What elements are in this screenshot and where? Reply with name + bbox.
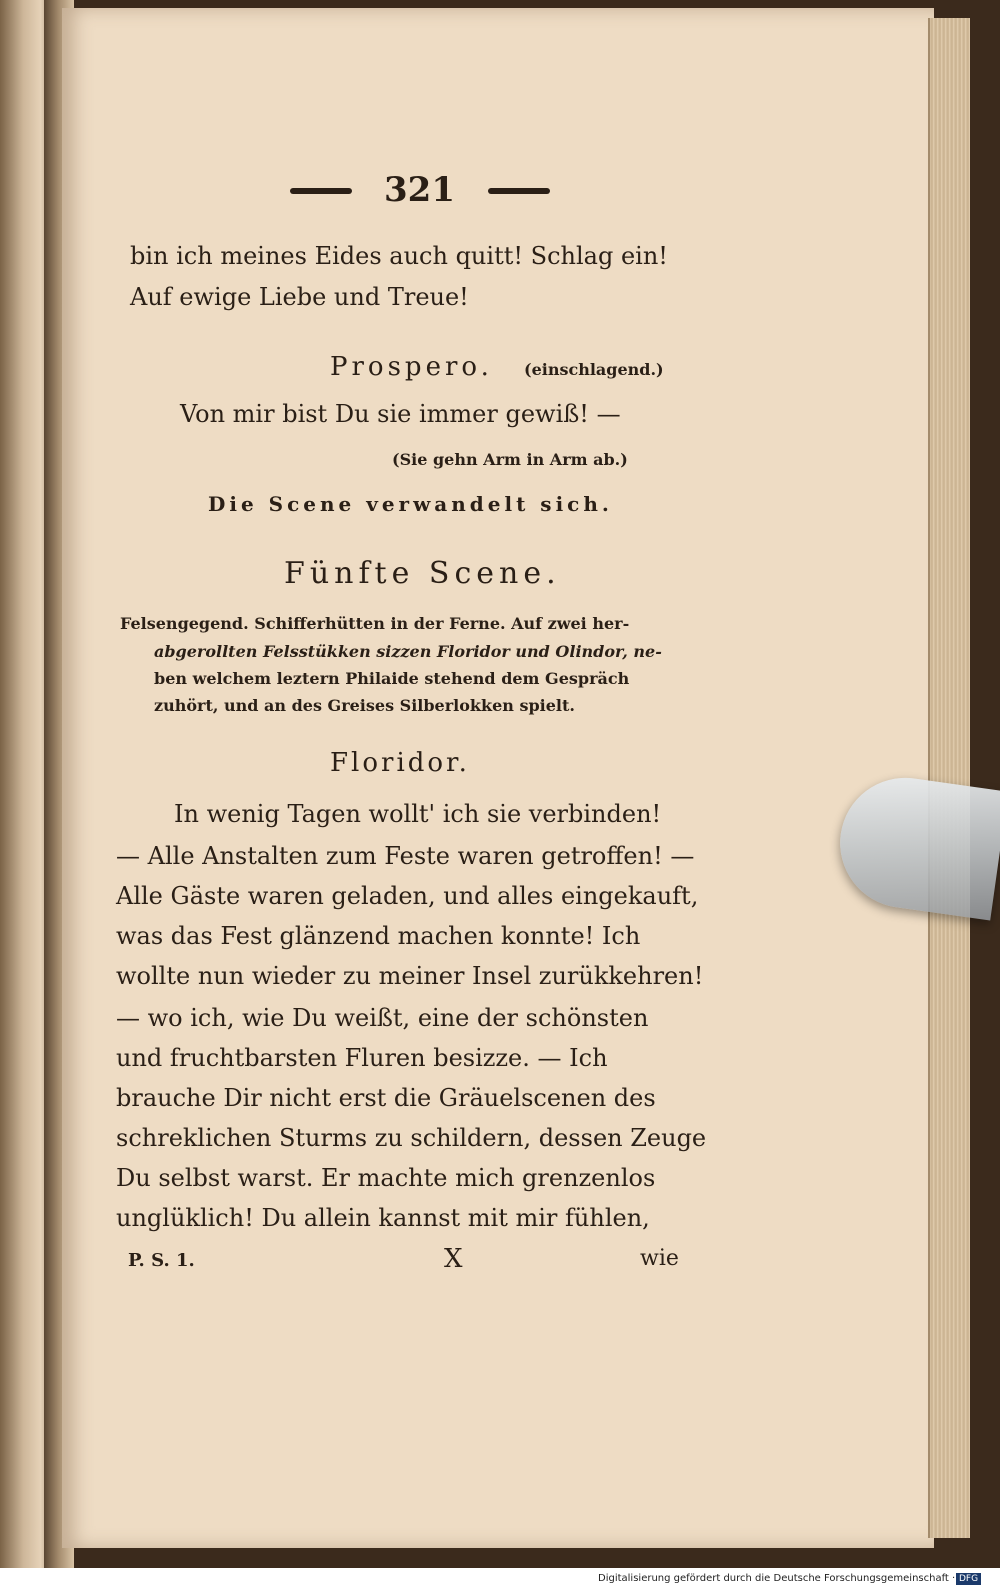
- text-line: Du selbst warst. Er machte mich grenzenlos: [116, 1164, 656, 1192]
- book-page: [62, 8, 934, 1548]
- text-line: — wo ich, wie Du weißt, eine der schönsten: [116, 1004, 649, 1032]
- text-line: schreklichen Sturms zu schildern, dessen Zeuge: [116, 1124, 707, 1152]
- catchword: wie: [640, 1246, 679, 1271]
- text-line: Auf ewige Liebe und Treue!: [130, 283, 469, 311]
- speaker-name: Prospero.: [330, 352, 493, 382]
- text-line: bin ich meines Eides auch quitt! Schlag ein!: [130, 242, 668, 270]
- scene-change: Die Scene verwandelt sich.: [208, 492, 613, 516]
- stage-direction: (einschlagend.): [524, 360, 664, 379]
- text-line: In wenig Tagen wollt' ich sie verbinden!: [174, 800, 662, 828]
- text-line: Von mir bist Du sie immer gewiß! —: [180, 400, 621, 428]
- text-line: Alle Gäste waren geladen, und alles eingekauft,: [116, 882, 699, 910]
- speaker-name: Floridor.: [330, 748, 470, 778]
- setting-line: Felsengegend. Schifferhütten in der Ferne. Auf zwei her-: [120, 614, 630, 633]
- text-line: — Alle Anstalten zum Feste waren getroffen! —: [116, 842, 695, 870]
- sheet-mark: X: [444, 1244, 463, 1274]
- stage-direction: (Sie gehn Arm in Arm ab.): [392, 450, 628, 469]
- digitization-credit: Digitalisierung gefördert durch die Deutsche Forschungsgemeinschaft ·: [598, 1573, 956, 1584]
- setting-line: abgerollten Felsstükken sizzen Floridor und Olindor, ne-: [154, 642, 662, 661]
- header-ornament-right: [488, 188, 550, 194]
- dfg-logo: DFG: [956, 1573, 981, 1585]
- signature-mark: P. S. 1.: [128, 1250, 195, 1271]
- text-line: was das Fest glänzend machen konnte! Ich: [116, 922, 641, 950]
- text-line: und fruchtbarsten Fluren besizze. — Ich: [116, 1044, 608, 1072]
- setting-line: ben welchem leztern Philaide stehend dem Gespräch: [154, 669, 630, 688]
- text-line: brauche Dir nicht erst die Gräuelscenen des: [116, 1084, 656, 1112]
- scene-title: Fünfte Scene.: [284, 556, 561, 591]
- page-edge-stack: [928, 18, 970, 1538]
- header-ornament-left: [290, 188, 352, 194]
- text-line: wollte nun wieder zu meiner Insel zurükkehren!: [116, 962, 704, 990]
- setting-line: zuhört, und an des Greises Silberlokken spielt.: [154, 696, 575, 715]
- page-number: 321: [384, 170, 455, 210]
- text-line: unglüklich! Du allein kannst mit mir fühlen,: [116, 1204, 650, 1232]
